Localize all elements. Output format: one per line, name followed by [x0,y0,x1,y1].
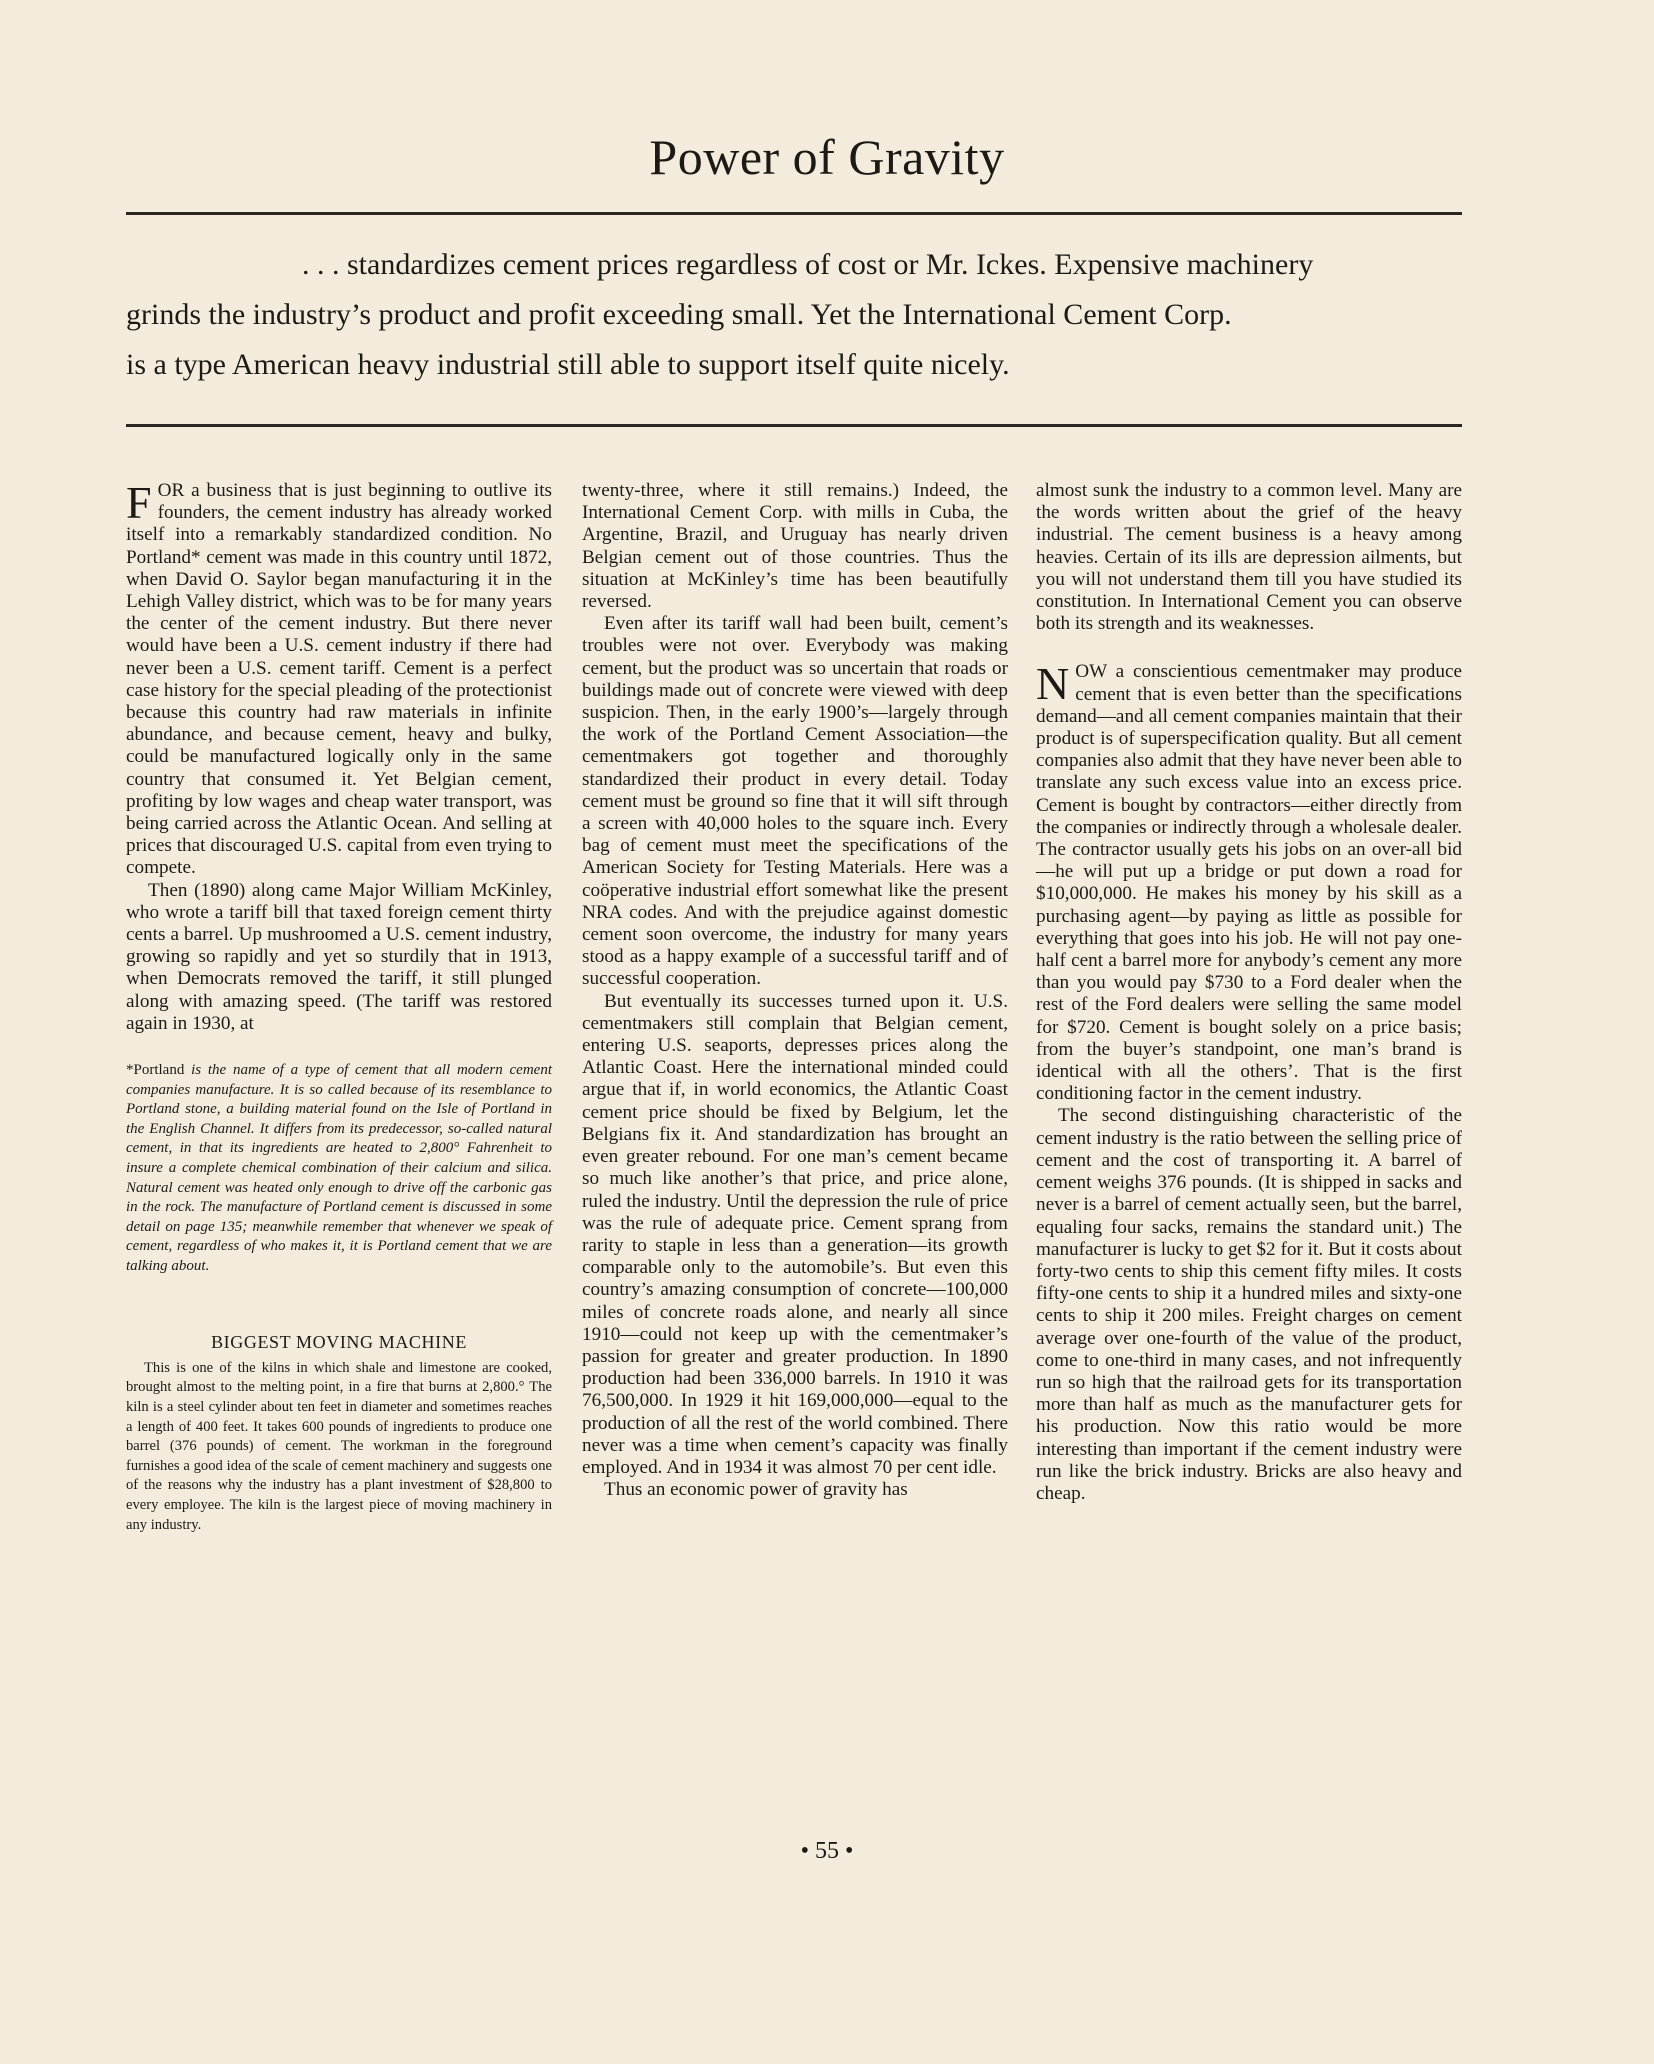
col2-paragraph-4: Thus an economic power of gravity has [604,1479,908,1501]
footnote: *Portland is the name of a type of cement that all modern cement companies manufacture. It is so called because of its resemblance to Portland stone, a building material found on the Isle of Portland in the English Channel. It differs from its predecessor, so-called natural cement, in that its ingredients are heated to 2,800° Fahrenheit to insure a complete chemical combination of their calcium and silica. Natural cement was heated only enough to drive off the carbonic gas in the rock. The manufacture of Portland cement is discussed in some detail on page 135; meanwhile remember that whenever we speak of cement, regardless of who makes it, it is Portland cement that we are talking about. [126,1062,552,1275]
col3-paragraph-3: The second distinguishing characteristic of the cement industry is the ratio between the selling price of cement and the cost of transporting it. A barrel of cement weighs 376 pounds. (It is shipped in sacks and never is a barrel of cement actually seen, but the barrel, equaling four sacks, remains the standard unit.) The manufacturer is lucky to get $2 for it. But it costs about forty-two cents to ship this cement fifty miles. It costs fifty-one cents to ship it a hundred miles and sixty-one cents to ship it 200 miles. Freight charges on cement average over one-fourth of the value of the product, come to one-third in many cases, and not infrequently run so high that the railroad gets for its transportation more than half as much as the manufacturer gets for his production. Now this ratio would be more interesting than important if the cement industry were run like the brick industry. Bricks are also heavy and cheap. [1036,1105,1462,1504]
col1-paragraph-2: Then (1890) along came Major William McKinley, who wrote a tariff bill that taxed foreign cement thirty cents a barrel. Up mushroomed a U.S. cement industry, growing so rapidly and yet so sturdily that in 1913, when Democrats removed the tariff, it still plunged along with amazing speed. (The tariff was restored again in 1930, at [126,879,552,1034]
caption-heading: BIGGEST MOVING MACHINE [211,1331,467,1352]
drop-cap-f: F [126,477,152,528]
page-number: • 55 • [800,1838,854,1864]
col2-paragraph-3: But eventually its successes turned upon it. U.S. cementmakers still complain that Belgian cement, entering U.S. seaports, depresses prices along the Atlantic Coast. Here the international minded could argue that if, in world economics, the Atlantic Coast cement price should be fixed by Belgium, let the Belgians fix it. And standardization has brought an even greater rebound. For one man’s cement became so much like another’s that price, and price alone, ruled the industry. Until the depression the rule of price was the rule of adequate price. Cement sprang from rarity to staple in less than a generation—its growth comparable only to the automobile’s. But even this country’s amazing consumption of concrete—100,000 miles of concrete roads alone, and nearly all since 1910—could not keep up with the cementmaker’s passion for greater and greater production. In 1890 production had been 336,000 barrels. In 1910 it was 76,500,000. In 1929 it hit 169,000,000—equal to the production of all the rest of the world combined. There never was a time when cement’s capacity was finally employed. And in 1934 it was almost 70 per cent idle. [582,990,1008,1478]
col3-paragraph-2: NOW a conscientious cementmaker may produce cement that is even better than the specifications demand—and all cement companies maintain that their product is of superspecification quality. But all cement companies also admit that they have never been able to translate any such excess value into an excess price. Cement is bought by contractors—either directly from the companies or indirectly through a wholesale dealer. The contractor usually gets his jobs on an over-all bid—he will put up a bridge or put down a road for $10,000,000. He makes his money by his skill as a purchasing agent—by paying as little as possible for everything that goes into his job. He will not pay one-half cent a barrel more for anybody’s cement any more than you would pay $730 to a Ford dealer when the rest of the Ford dealers were selling the same model for $720. Cement is bought solely on a price basis; from the buyer’s standpoint, one man’s brand is identical with all the others’. That is the first conditioning factor in the cement industry. [1036,658,1462,1105]
column-1 [126,477,552,1535]
drop-cap-n: N [1036,658,1070,710]
top-rule [126,212,1462,215]
column-2 [582,480,1008,1501]
bottom-rule [126,424,1462,427]
col2-paragraph-1: twenty-three, where it still remains.) Indeed, the International Cement Corp. with mills in Cuba, the Argentine, Brazil, and Uruguay has nearly driven Belgian cement out of those countries. Thus the situation at McKinley’s time has been beautifully reversed. [582,480,1008,613]
column-3 [1036,480,1462,1505]
photo-caption: This is one of the kilns in which shale and limestone are cooked, brought almost to the melting point, in a fire that burns at 2,800.° The kiln is a steel cylinder about ten feet in diameter and sometimes reaches a length of 400 feet. It takes 600 pounds of ingredients to produce one barrel (376 pounds) of cement. The workman in the foreground furnishes a good idea of the scale of cement machinery and suggests one of the reasons why the industry has a plant investment of $28,800 to every employee. The kiln is the largest piece of moving machinery in any industry. [126,1359,552,1533]
deck-text [126,240,1462,390]
deck-line-3: is a type American heavy industrial still able to support itself quite nicely. [126,348,1010,381]
page-title: Power of Gravity [649,129,1005,185]
deck-line-1: . . . standardizes cement prices regardless of cost or Mr. Ickes. Expensive machinery [302,248,1314,281]
col1-paragraph-1: FOR a business that is just beginning to outlive its founders, the cement industry has already worked itself into a remarkably standardized condition. No Portland* cement was made in this country until 1872, when David O. Saylor began manufacturing it in the Lehigh Valley district, which was to be for many years the center of the cement industry. But there never would have been a U.S. cement industry if there had never been a U.S. cement tariff. Cement is a perfect case history for the special pleading of the protectionist because this country had raw materials in infinite abundance, and because cement, heavy and bulky, could be manufactured logically only in the same country that consumed it. Yet Belgian cement, profiting by low wages and cheap water transport, was being carried across the Atlantic Ocean. And selling at prices that discouraged U.S. capital from even trying to compete. [126,477,552,879]
deck-line-2: grinds the industry’s product and profit exceeding small. Yet the International Cement Corp. [126,298,1232,331]
col3-paragraph-1: almost sunk the industry to a common level. Many are the words written about the grief of the heavy industrial. The cement business is a heavy among heavies. Certain of its ills are depression ailments, but you will not understand them till you have studied its constitution. In International Cement you can observe both its strength and its weaknesses. [1036,480,1462,635]
col2-paragraph-2: Even after its tariff wall had been built, cement’s troubles were not over. Everybody was making cement, but the product was so uncertain that roads or buildings made out of concrete were viewed with deep suspicion. Then, in the early 1900’s—largely through the work of the Portland Cement Association—the cementmakers got together and thoroughly standardized their product in every detail. Today cement must be ground so fine that it will sift through a screen with 40,000 holes to the square inch. Every bag of cement must meet the specifications of the American Society for Testing Materials. Here was a coöperative industrial effort somewhat like the present NRA codes. And with the prejudice against domestic cement soon overcome, the industry for many years stood as a happy example of a successful tariff and of successful cooperation. [582,613,1008,990]
